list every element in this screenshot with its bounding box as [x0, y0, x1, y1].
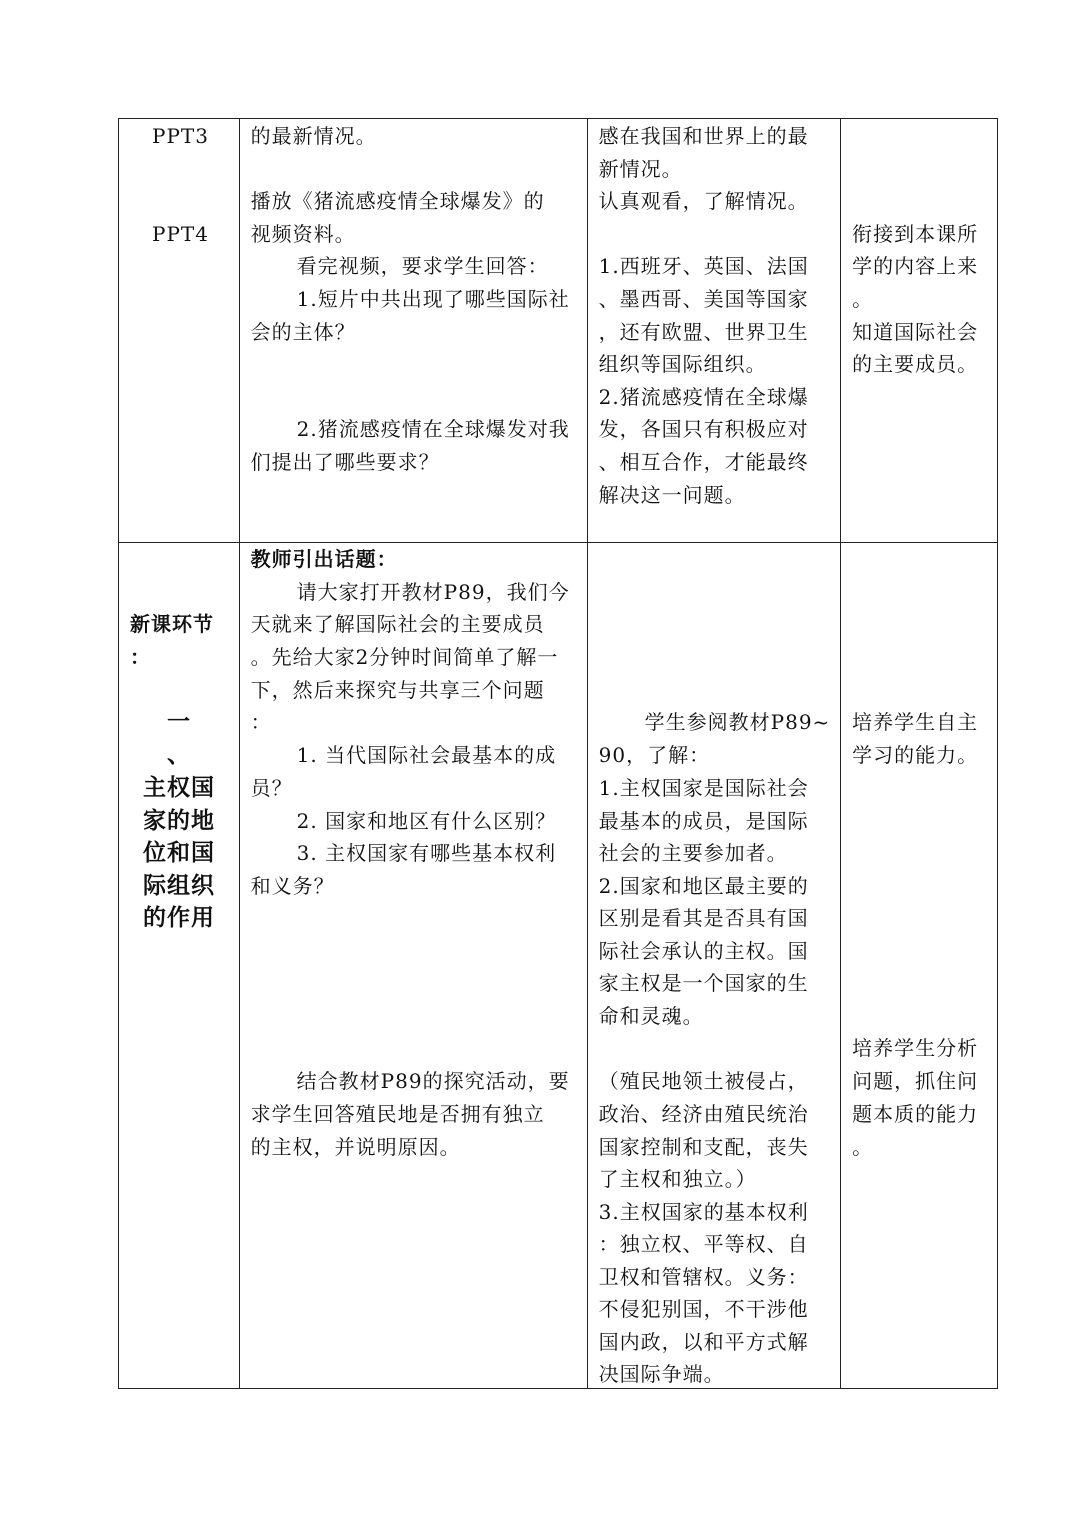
section-title: 家的地 — [143, 808, 215, 834]
text-line: 天就来了解国际社会的主要成员 — [250, 612, 545, 636]
teacher-activity-cell — [239, 119, 587, 543]
text-line: 视频资料。 — [250, 222, 356, 246]
text-line: 求学生回答殖民地是否拥有独立 — [250, 1102, 545, 1126]
lesson-plan-table — [118, 118, 998, 1389]
question-line: 3. 主权国家有哪些基本权利 — [296, 841, 557, 865]
question-line: 2.猪流感疫情在全球爆发对我 — [296, 417, 570, 441]
text-line: 、墨西哥、美国等国家 — [598, 287, 809, 311]
text-line: ：独立权、平等权、自 — [598, 1232, 809, 1256]
section-label: 新课环节 — [130, 612, 214, 636]
text-line: 国家控制和支配，丧失 — [598, 1135, 809, 1159]
student-activity-cell — [587, 119, 840, 543]
section-number: 、 — [167, 742, 191, 768]
student-activity-cell — [587, 543, 840, 1389]
text-line: ，还有欧盟、世界卫生 — [598, 320, 809, 344]
text-line: 新情况。 — [598, 157, 683, 181]
section-number: 一 — [167, 709, 191, 735]
section-title: 际组织 — [143, 873, 215, 899]
text-line: 际社会承认的主权。国 — [598, 939, 809, 963]
section-title: 的作用 — [143, 905, 215, 931]
text-line: 培养学生自主 — [852, 710, 979, 734]
text-line: 组织等国际组织。 — [598, 352, 767, 376]
text-line: 了主权和独立。） — [598, 1167, 757, 1191]
text-line: 问题，抓住问 — [852, 1069, 979, 1093]
question-line: 员？ — [250, 776, 293, 800]
text-line: 2.国家和地区最主要的 — [598, 874, 809, 898]
text-line: 知道国际社会 — [852, 320, 979, 344]
text-line: 的最新情况。 — [250, 124, 377, 148]
text-line: 国内政，以和平方式解 — [598, 1330, 809, 1354]
text-line: 2.猪流感疫情在全球爆 — [598, 385, 809, 409]
text-line: 不侵犯别国，不干涉他 — [598, 1297, 809, 1321]
text-line: 发，各国只有积极应对 — [598, 417, 809, 441]
text-line: 的主要成员。 — [852, 352, 979, 376]
text-line: 学生参阅教材P89~ — [644, 710, 831, 734]
text-line: （殖民地领土被侵占， — [598, 1069, 809, 1093]
text-line: 感在我国和世界上的最 — [598, 124, 809, 148]
text-line: 卫权和管辖权。义务： — [598, 1265, 809, 1289]
teacher-activity-cell — [239, 543, 587, 1389]
question-line: 1.短片中共出现了哪些国际社 — [296, 287, 570, 311]
section-label: ： — [130, 645, 151, 669]
text-line: 衔接到本课所 — [852, 222, 979, 246]
question-line: 会的主体？ — [250, 320, 356, 344]
text-line: 播放《猪流感疫情全球爆发》的 — [250, 189, 545, 213]
text-line: 题本质的能力 — [852, 1102, 979, 1126]
text-line: 培养学生分析 — [852, 1036, 979, 1060]
text-line: 学习的能力。 — [852, 743, 979, 767]
text-line: 决国际争端。 — [598, 1362, 725, 1386]
text-line: 。 — [852, 1135, 874, 1159]
section-cell — [119, 543, 240, 1389]
text-line: 区别是看其是否具有国 — [598, 906, 809, 930]
question-line: 2. 国家和地区有什么区别？ — [296, 809, 557, 833]
text-line: 认真观看，了解情况。 — [598, 189, 809, 213]
activity-cell — [119, 119, 240, 543]
text-line: 3.主权国家的基本权利 — [598, 1200, 809, 1224]
ppt-label: PPT4 — [152, 222, 209, 246]
text-line: 1.西班牙、英国、法国 — [598, 254, 809, 278]
section-title: 主权国 — [143, 775, 215, 801]
design-intent-cell — [841, 543, 998, 1389]
text-line: ： — [250, 710, 272, 734]
text-line: 社会的主要参加者。 — [598, 841, 788, 865]
text-line: 90，了解： — [598, 743, 711, 767]
text-line: 请大家打开教材P89，我们今 — [296, 580, 570, 604]
text-line: 的主权，并说明原因。 — [250, 1135, 461, 1159]
text-line: 。先给大家2分钟时间简单了解一 — [250, 645, 559, 669]
text-line: 政治、经济由殖民统治 — [598, 1102, 809, 1126]
question-line: 1. 当代国际社会最基本的成 — [296, 743, 557, 767]
text-line: 命和灵魂。 — [598, 1004, 704, 1028]
ppt-label: PPT3 — [152, 124, 209, 148]
section-title: 位和国 — [143, 840, 215, 866]
text-line: 学的内容上来 — [852, 254, 979, 278]
question-line: 们提出了哪些要求？ — [250, 450, 440, 474]
text-line: 最基本的成员，是国际 — [598, 809, 809, 833]
text-line: 结合教材P89的探究活动，要 — [296, 1069, 570, 1093]
table-row — [119, 119, 998, 543]
text-line: 家主权是一个国家的生 — [598, 971, 809, 995]
text-line: 。 — [852, 287, 874, 311]
heading: 教师引出话题： — [250, 547, 398, 571]
text-line: 、相互合作，才能最终 — [598, 450, 809, 474]
text-line: 1.主权国家是国际社会 — [598, 776, 809, 800]
question-line: 和义务？ — [250, 874, 335, 898]
text-line: 看完视频，要求学生回答： — [296, 254, 549, 278]
text-line: 解决这一问题。 — [598, 483, 746, 507]
design-intent-cell — [841, 119, 998, 543]
text-line: 下，然后来探究与共享三个问题 — [250, 678, 545, 702]
table-row — [119, 543, 998, 1389]
